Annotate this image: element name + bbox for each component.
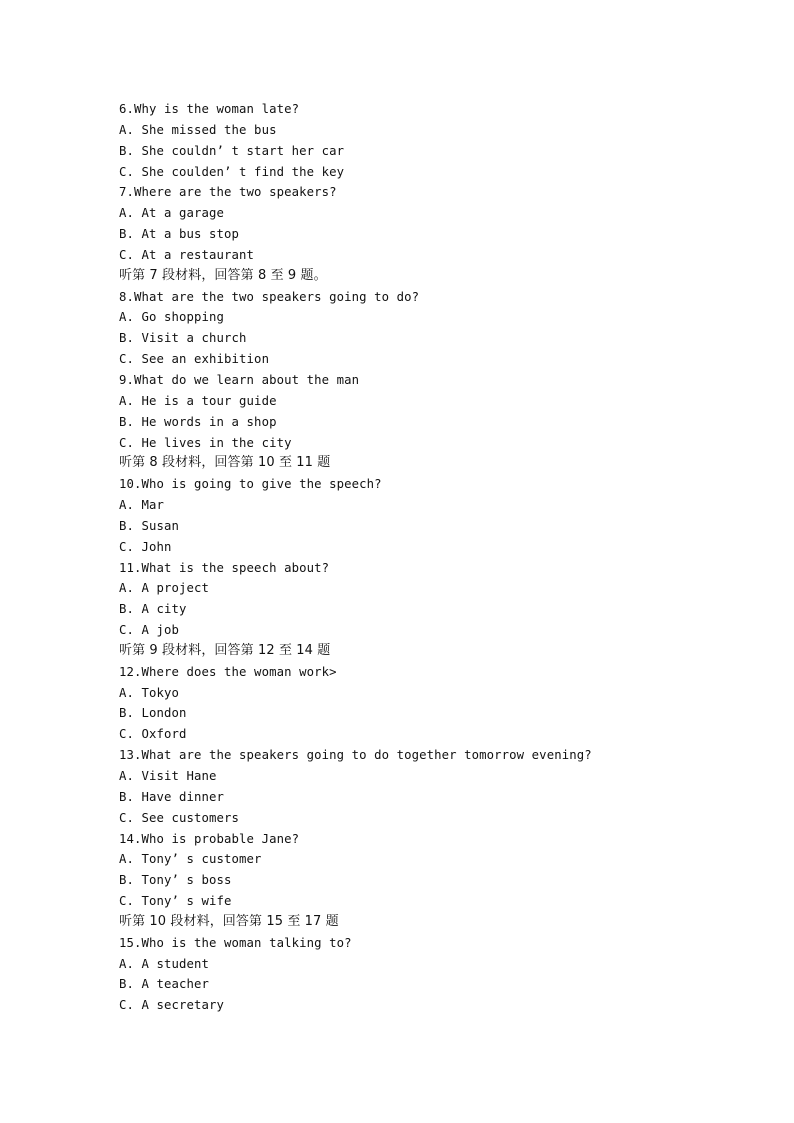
- answer-option: B. She couldn’ t start her car: [119, 143, 345, 158]
- answer-option: C. Oxford: [119, 727, 187, 742]
- answer-option: C. A secretary: [119, 998, 225, 1013]
- section-instruction: 听第 8 段材料，回答第 10 至 11 题: [119, 455, 331, 471]
- section-instruction: 听第 9 段材料，回答第 12 至 14 题: [119, 642, 331, 658]
- answer-option: A. A student: [119, 956, 210, 971]
- question-text: 10.Who is going to give the speech?: [119, 477, 382, 492]
- question-text: 6.Why is the woman late?: [119, 102, 300, 116]
- answer-option: B. A city: [119, 602, 187, 617]
- question-text: 7.Where are the two speakers?: [119, 185, 337, 200]
- answer-option: B. Tony’ s boss: [119, 873, 232, 888]
- answer-option: C. At a restaurant: [119, 247, 255, 262]
- answer-option: A. Go shopping: [119, 310, 225, 325]
- answer-option: A. A project: [119, 581, 210, 596]
- answer-option: B. London: [119, 706, 187, 721]
- answer-option: C. See an exhibition: [119, 352, 270, 367]
- answer-option: A. Mar: [119, 498, 165, 513]
- answer-option: C. She coulden’ t find the key: [119, 164, 345, 179]
- answer-option: B. A teacher: [119, 977, 210, 992]
- section-instruction: 听第 7 段材料，回答第 8 至 9 题。: [119, 267, 327, 283]
- answer-option: A. Tokyo: [119, 685, 180, 700]
- answer-option: A. She missed the bus: [119, 122, 277, 137]
- answer-option: B. Susan: [119, 518, 180, 533]
- answer-option: C. See customers: [119, 810, 240, 825]
- answer-option: B. Visit a church: [119, 331, 247, 346]
- document-page: [119, 99, 739, 1016]
- question-text: 11.What is the speech about?: [119, 560, 330, 575]
- answer-option: B. Have dinner: [119, 789, 225, 804]
- question-text: 12.Where does the woman work>: [119, 664, 337, 679]
- answer-option: B. At a bus stop: [119, 227, 240, 242]
- answer-option: A. Tony’ s customer: [119, 852, 262, 867]
- section-instruction: 听第 10 段材料，回答第 15 至 17 题: [119, 913, 339, 929]
- answer-option: A. At a garage: [119, 206, 225, 221]
- question-text: 9.What do we learn about the man: [119, 372, 360, 387]
- answer-option: A. Visit Hane: [119, 769, 217, 783]
- answer-option: C. Tony’ s wife: [119, 894, 232, 909]
- question-text: 8.What are the two speakers going to do?: [119, 289, 420, 304]
- answer-option: C. John: [119, 539, 172, 554]
- question-text: 14.Who is probable Jane?: [119, 831, 300, 846]
- answer-option: C. He lives in the city: [119, 435, 292, 450]
- answer-option: C. A job: [119, 623, 180, 638]
- question-text: 15.Who is the woman talking to?: [119, 935, 352, 950]
- answer-option: A. He is a tour guide: [119, 393, 277, 408]
- answer-option: B. He words in a shop: [119, 414, 277, 429]
- question-text: 13.What are the speakers going to do together tomorrow evening?: [119, 748, 592, 763]
